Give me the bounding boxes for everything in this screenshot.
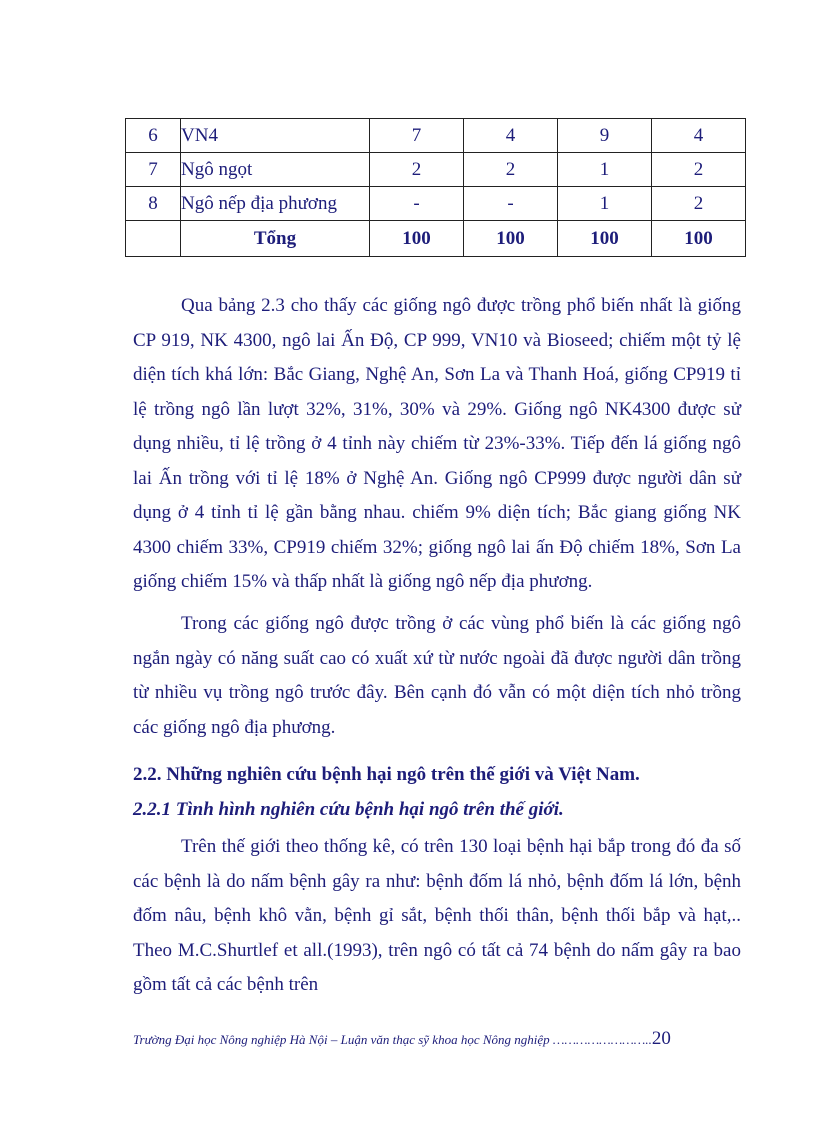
- row-index: [126, 221, 181, 257]
- table-row: [126, 119, 746, 153]
- table-row: [126, 187, 746, 221]
- subsection-heading: 2.2.1 Tình hình nghiên cứu bệnh hại ngô trên thế giới.: [133, 799, 564, 820]
- row-index: 7: [126, 153, 181, 187]
- varieties-table: [125, 118, 746, 257]
- total-value: 100: [652, 221, 746, 257]
- row-index: 8: [126, 187, 181, 221]
- value-cell: 1: [558, 153, 652, 187]
- value-cell: -: [464, 187, 558, 221]
- paragraph-table-analysis: Qua bảng 2.3 cho thấy các giống ngô được trồng phổ biến nhất là giống CP 919, NK 4300, ngô lai Ấn Độ, CP 999, VN10 và Bioseed; chiếm một tỷ lệ diện tích khá lớn: Bắc Giang, Nghệ An, Sơn La và Thanh Hoá, giống CP919 tỉ lệ trồng ngô lần lượt 32%, 31%, 30% và 29%. Giống ngô NK4300 được sử dụng nhiều, tỉ lệ trồng ở 4 tỉnh này chiếm từ 23%-33%. Tiếp đến lá giống ngô lai Ấn trồng với tỉ lệ 18% ở Nghệ An. Giống ngô CP999 được người dân sử dụng ở 4 tỉnh tỉ lệ gần bằng nhau. chiếm 9% diện tích; Bắc giang giống NK 4300 chiếm 33%, CP919 chiếm 32%; giống ngô lai ấn Độ chiếm 18%, Sơn La giống chiếm 15% và thấp nhất là giống ngô nếp địa phương.: [133, 295, 741, 592]
- total-row: [126, 221, 746, 257]
- section-heading: 2.2. Những nghiên cứu bệnh hại ngô trên thế giới và Việt Nam.: [133, 764, 640, 785]
- value-cell: 4: [464, 119, 558, 153]
- table-row: [126, 153, 746, 187]
- value-cell: 1: [558, 187, 652, 221]
- variety-name: VN4: [181, 119, 370, 153]
- paragraph-world-research: Trên thế giới theo thống kê, có trên 130 loại bệnh hại bắp trong đó đa số các bệnh là do nấm bệnh gây ra như: bệnh đốm lá nhỏ, bệnh đốm lá lớn, bệnh đốm nâu, bệnh khô vằn, bệnh gỉ sắt, bệnh thối thân, bệnh thối bắp và hạt,.. Theo M.C.Shurtlef et all.(1993), trên ngô có tất cả 74 bệnh do nấm gây ra bao gồm tất cả các bệnh trên: [133, 836, 741, 995]
- value-cell: 4: [652, 119, 746, 153]
- total-value: 100: [370, 221, 464, 257]
- variety-name: Ngô nếp địa phương: [181, 187, 370, 221]
- row-index: 6: [126, 119, 181, 153]
- page-number: 20: [651, 1028, 671, 1049]
- total-value: 100: [558, 221, 652, 257]
- total-label: Tổng: [181, 221, 370, 257]
- value-cell: 2: [652, 153, 746, 187]
- value-cell: 2: [370, 153, 464, 187]
- total-value: 100: [464, 221, 558, 257]
- value-cell: 2: [652, 187, 746, 221]
- value-cell: 7: [370, 119, 464, 153]
- page-footer: [133, 1028, 671, 1050]
- value-cell: -: [370, 187, 464, 221]
- value-cell: 9: [558, 119, 652, 153]
- value-cell: 2: [464, 153, 558, 187]
- variety-name: Ngô ngọt: [181, 153, 370, 187]
- footer-text: Trường Đại học Nông nghiệp Hà Nội – Luận văn thạc sỹ khoa học Nông nghiệp ……………………..: [133, 1032, 652, 1047]
- paragraph-popular-varieties: Trong các giống ngô được trồng ở các vùng phổ biến là các giống ngô ngắn ngày có năng suất cao có xuất xứ từ nước ngoài đã được người dân trồng từ nhiều vụ trồng ngô trước đây. Bên cạnh đó vẫn có một diện tích nhỏ trồng các giống ngô địa phương.: [133, 613, 741, 738]
